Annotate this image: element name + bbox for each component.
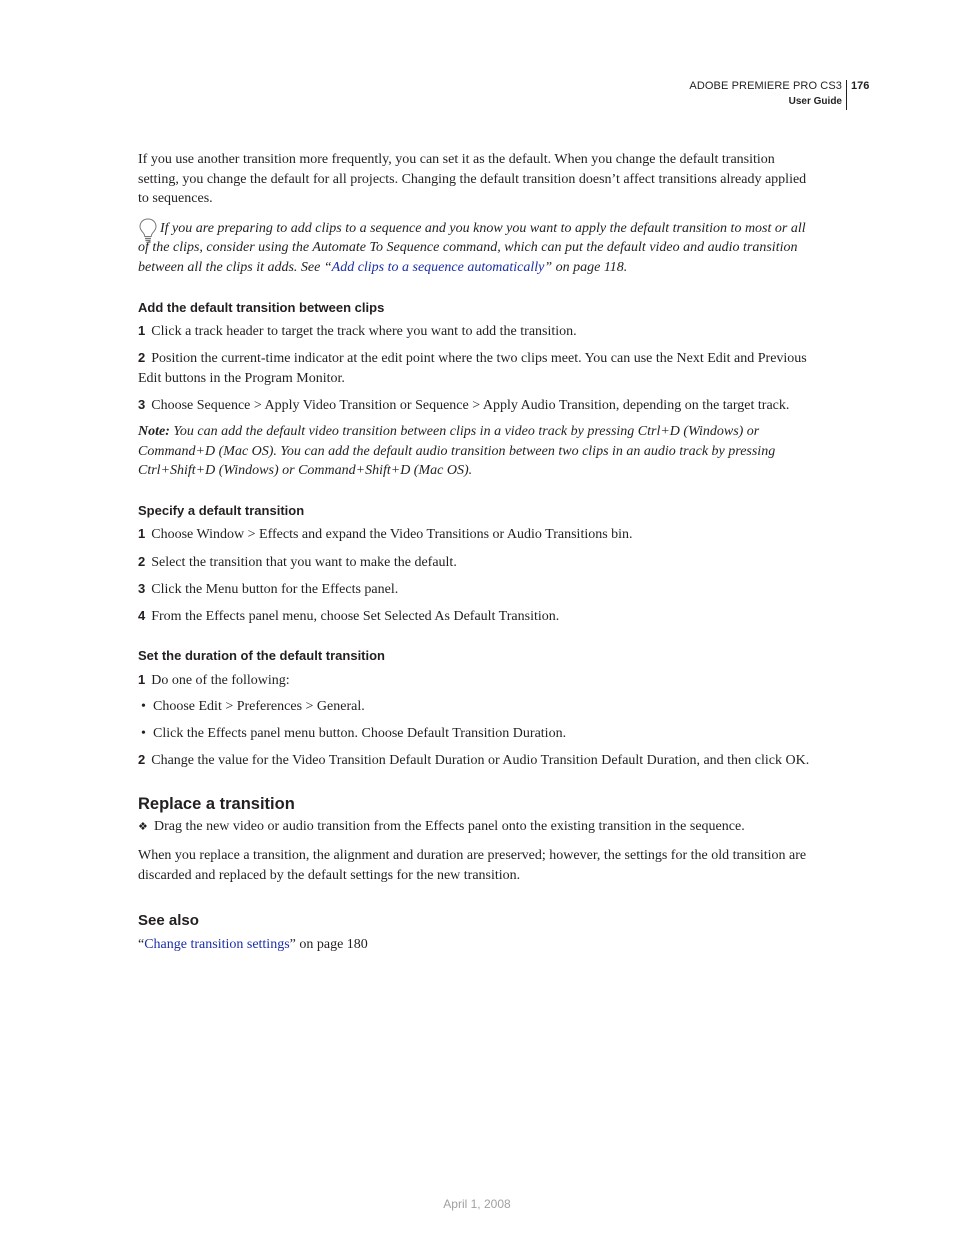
step-item xyxy=(138,750,818,771)
step-text: Do one of the following: xyxy=(151,672,290,688)
step-text: Select the transition that you want to make the default. xyxy=(151,554,457,570)
lightbulb-icon xyxy=(138,217,158,245)
product-name: ADOBE PREMIERE PRO CS3 xyxy=(689,80,842,92)
step-number: 3 xyxy=(138,580,146,596)
link-change-transition-settings[interactable]: Change transition settings xyxy=(144,936,290,952)
note-text: You can add the default video transition between clips in a video track by pressing Ctrl+D (Windows) or Command+D (Mac OS). You can add the default audio transition between two clips in an audio track by pressing Ctrl+Shift+D (Windows) or Command+Shift+D (Mac OS). xyxy=(138,424,776,479)
footer-date: April 1, 2008 xyxy=(443,1197,511,1211)
diamond-bullet-icon: ❖ xyxy=(138,821,148,834)
step-number: 2 xyxy=(138,553,146,569)
step-number: 3 xyxy=(138,396,146,412)
step-text: From the Effects panel menu, choose Set Selected As Default Transition. xyxy=(151,608,560,624)
step-text: Click the Menu button for the Effects panel. xyxy=(151,581,399,597)
heading-see-also: See also xyxy=(138,912,199,930)
step-item xyxy=(138,395,818,416)
step-number: 2 xyxy=(138,350,146,366)
tip-text-after: ” on page 118. xyxy=(544,259,628,275)
step-item xyxy=(138,579,818,600)
action-step xyxy=(138,817,818,838)
bullet-text: Click the Effects panel menu button. Choose Default Transition Duration. xyxy=(153,725,567,741)
tip-link-add-clips[interactable]: Add clips to a sequence automatically xyxy=(331,259,545,275)
heading-replace-transition: Replace a transition xyxy=(138,794,295,813)
bullet-item xyxy=(138,697,818,717)
page-content xyxy=(138,150,818,954)
step-number: 4 xyxy=(138,607,146,623)
step-text: Choose Window > Effects and expand the Video Transitions or Audio Transitions bin. xyxy=(151,527,633,543)
replace-paragraph: When you replace a transition, the alignment and duration are preserved; however, the settings for the old transition are discarded and replaced by the default settings for the new transition. xyxy=(138,847,807,883)
see-also-entry xyxy=(138,935,818,955)
step-number: 2 xyxy=(138,752,146,768)
bullet-text: Choose Edit > Preferences > General. xyxy=(153,698,365,714)
quote-open: “ xyxy=(138,936,145,952)
note-paragraph xyxy=(138,422,818,481)
action-text: Drag the new video or audio transition from the Effects panel onto the existing transition in the sequence. xyxy=(154,819,745,835)
step-text: Choose Sequence > Apply Video Transition or Sequence > Apply Audio Transition, depending on the target track. xyxy=(151,397,790,413)
page-header xyxy=(689,78,842,109)
step-text: Position the current-time indicator at the edit point where the two clips meet. You can use the Next Edit and Previous Edit buttons in the Program Monitor. xyxy=(138,351,807,386)
step-number: 1 xyxy=(138,526,146,542)
step-item xyxy=(138,606,818,627)
bullet-item xyxy=(138,724,818,744)
intro-paragraph: If you use another transition more frequently, you can set it as the default. When you change the default transition setting, you change the default for all projects. Changing the default transition doesn’t affect transitions already applied to sequences. xyxy=(138,152,807,207)
tip-block xyxy=(138,219,818,278)
page-number: 176 xyxy=(851,80,870,92)
step-text: Change the value for the Video Transition Default Duration or Audio Transition Default Duration, and then click OK. xyxy=(151,753,810,769)
note-label: Note: xyxy=(138,424,170,440)
step-item xyxy=(138,670,818,691)
bullet-dot: • xyxy=(141,698,146,714)
see-also-page: ” on page 180 xyxy=(289,936,368,952)
heading-add-default-transition: Add the default transition between clips xyxy=(138,299,385,315)
step-item xyxy=(138,348,818,388)
step-item xyxy=(138,552,818,573)
heading-specify-default: Specify a default transition xyxy=(138,502,305,518)
tip-text xyxy=(138,219,818,278)
step-number: 1 xyxy=(138,671,146,687)
guide-name: User Guide xyxy=(788,96,842,107)
step-item xyxy=(138,524,818,545)
header-divider xyxy=(846,80,847,110)
step-text: Click a track header to target the track where you want to add the transition. xyxy=(151,324,577,340)
tip-text-before: If you are preparing to add clips to a sequence and you know you want to apply the default transition to most or all of the clips, consider using the Automate To Sequence command, which can put the default video and audio transition between all the clips it adds. See “ xyxy=(138,220,806,275)
step-item xyxy=(138,321,818,342)
heading-set-duration: Set the duration of the default transition xyxy=(138,648,385,664)
bullet-dot: • xyxy=(141,725,146,741)
step-number: 1 xyxy=(138,323,146,339)
